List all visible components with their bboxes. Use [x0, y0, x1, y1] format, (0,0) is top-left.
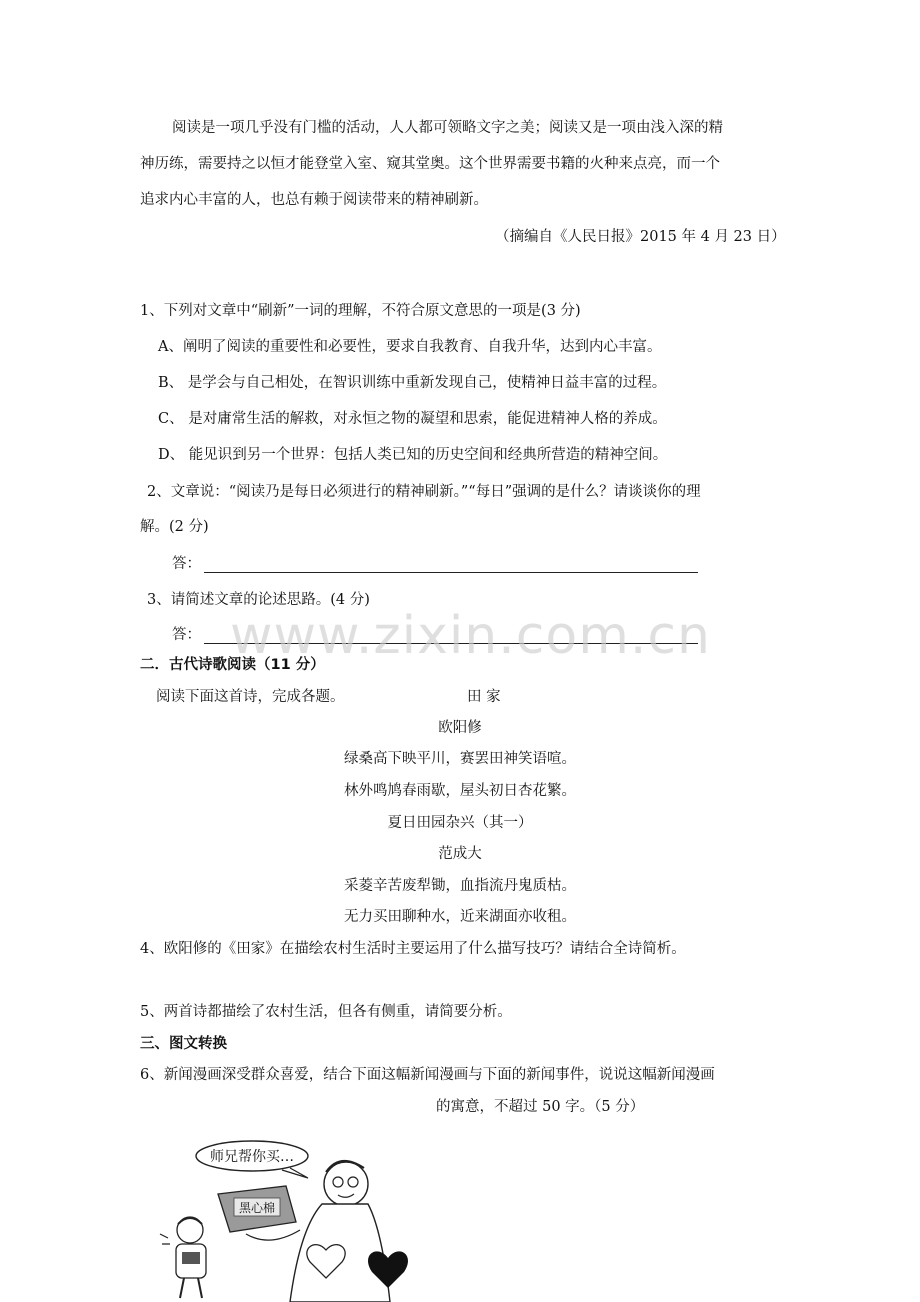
question-2-answer-line[interactable]: [204, 572, 698, 573]
question-1-option-a: A、阐明了阅读的重要性和必要性，要求自我教育、自我升华，达到内心丰富。: [158, 339, 662, 355]
question-6-line-1: 6、新闻漫画深受群众喜爱，结合下面这幅新闻漫画与下面的新闻事件，说说这幅新闻漫画: [140, 1067, 715, 1083]
poem-2-title: 夏日田园杂兴（其一）: [387, 815, 533, 831]
question-6-line-2: 的寓意，不超过 50 字。（5 分）: [436, 1099, 645, 1115]
passage-line-3: 追求内心丰富的人，也总有赖于阅读带来的精神刷新。: [140, 192, 488, 208]
student-leg-right: [198, 1278, 202, 1298]
man-head: [324, 1162, 368, 1206]
watermark: www.zixin.com.cn: [230, 606, 711, 666]
poem-1-author: 欧阳修: [438, 720, 482, 736]
question-5: 5、两首诗都描绘了农村生活，但各有侧重，请简要分析。: [140, 1004, 512, 1020]
speech-bubble-tail: [282, 1168, 308, 1178]
surprise-marks: [160, 1234, 170, 1244]
poem-2-line-1: 采菱辛苦废犁锄，血指流丹鬼质枯。: [344, 878, 576, 894]
passage-line-1: 阅读是一项几乎没有门槛的活动，人人都可领略文字之美；阅读又是一项由浅入深的精: [172, 120, 723, 136]
question-1-option-d: D、 能见识到另一个世界：包括人类已知的历史空间和经典所营造的精神空间。: [158, 447, 668, 463]
poem-2-author: 范成大: [438, 846, 482, 862]
student-backpack-pocket: [182, 1252, 200, 1264]
question-2-answer-label: 答：: [172, 556, 201, 572]
passage-line-2: 神历练，需要持之以恒才能登堂入室、窥其堂奥。这个世界需要书籍的火种来点亮，而一个: [140, 156, 720, 172]
question-1-option-b: B、 是学会与自己相处，在智识训练中重新发现自己，使精神日益丰富的过程。: [158, 375, 667, 391]
news-cartoon: [150, 1138, 430, 1302]
poem-2-line-2: 无力买田聊种水，近来湖面亦收租。: [344, 909, 576, 925]
poem-1-title: 田 家: [467, 689, 501, 705]
question-3-answer-label: 答：: [172, 627, 201, 643]
man-arm: [246, 1230, 300, 1240]
question-1-stem: 1、下列对文章中“刷新”一词的理解，不符合原文意思的一项是(3 分): [140, 303, 581, 319]
section-3-heading: 三、图文转换: [140, 1036, 227, 1052]
box-label: 黑心棉: [238, 1201, 276, 1215]
question-3-stem: 3、请简述文章的论述思路。(4 分): [147, 592, 370, 608]
question-2-line-2: 解。(2 分): [140, 519, 209, 535]
poem-1-line-1: 绿桑高下映平川，赛罢田神笑语喧。: [344, 751, 576, 767]
poem-1-line-2: 林外鸣鸠春雨歇，屋头初日杏花繁。: [344, 783, 576, 799]
speech-text: 师兄帮你买…: [210, 1149, 294, 1165]
question-1-option-c: C、 是对庸常生活的解救，对永恒之物的凝望和思索，能促进精神人格的养成。: [158, 411, 667, 427]
section-2-intro: 阅读下面这首诗，完成各题。: [156, 689, 345, 705]
section-2-heading: 二．古代诗歌阅读（11 分）: [140, 657, 325, 673]
student-leg-left: [180, 1278, 184, 1298]
question-2-line-1: 2、文章说：“阅读乃是每日必须进行的精神刷新。”“每日”强调的是什么？请谈谈你的理: [147, 484, 701, 500]
question-4: 4、欧阳修的《田家》在描绘农村生活时主要运用了什么描写技巧？请结合全诗简析。: [140, 941, 686, 957]
passage-source: （摘编自《人民日报》2015 年 4 月 23 日）: [495, 229, 786, 245]
